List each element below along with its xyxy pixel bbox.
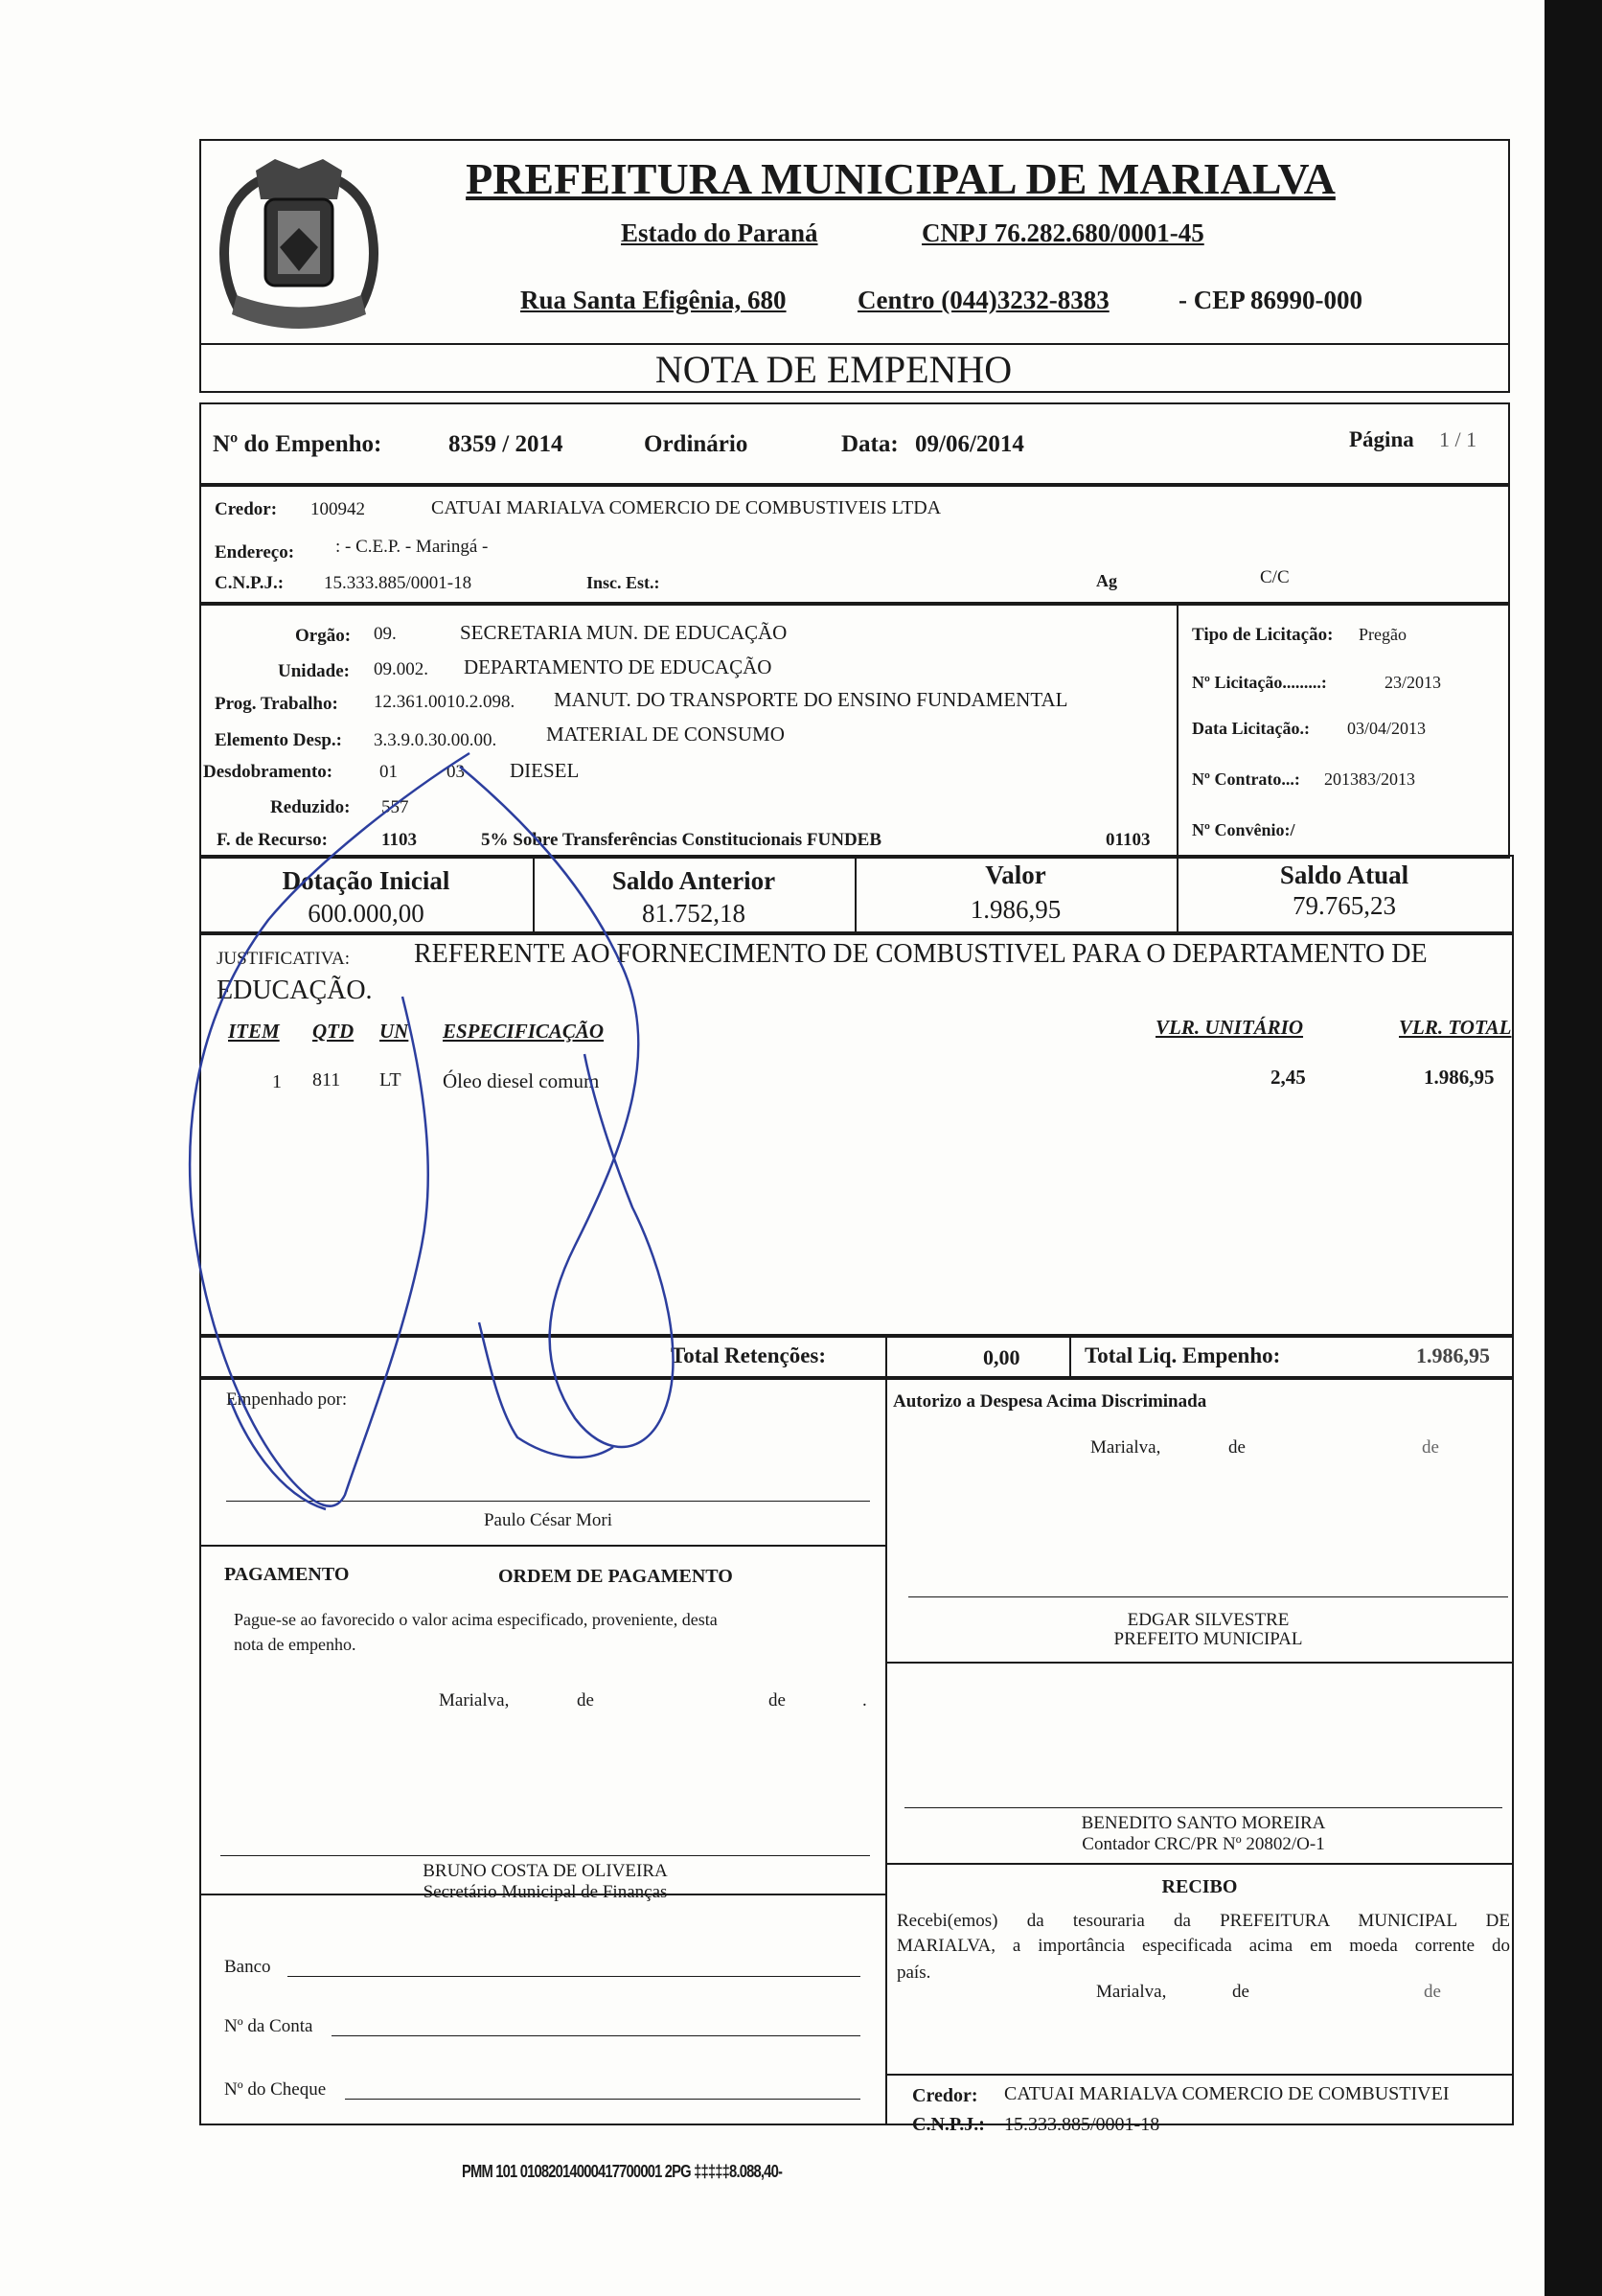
recibo-credor-cnpj: 15.333.885/0001-18 — [1004, 2114, 1160, 2135]
credor-cnpj: 15.333.885/0001-18 — [324, 573, 472, 593]
empenhado-name: Paulo César Mori — [483, 1510, 613, 1530]
state-label: Estado do Paraná — [621, 218, 818, 247]
retencoes-value: 0,00 — [983, 1345, 1020, 1369]
contador-name: BENEDITO SANTO MOREIRA — [1081, 1813, 1326, 1833]
cep-label: - CEP 86990-000 — [1179, 286, 1362, 314]
justificativa-text: REFERENTE AO FORNECIMENTO DE COMBUSTIVEL PARA O DEPARTAMENTO DE — [414, 939, 1428, 969]
contador-title: Contador CRC/PR Nº 20802/O-1 — [1082, 1834, 1325, 1854]
document-title: NOTA DE EMPENHO — [654, 348, 1013, 391]
prog-name: MANUT. DO TRANSPORTE DO ENSINO FUNDAMENTAL — [554, 688, 1068, 711]
cnpj-label: CNPJ 76.282.680/0001-45 — [922, 218, 1204, 247]
justificativa-text-2: EDUCAÇÃO. — [217, 976, 373, 1005]
valor-value: 1.986,95 — [970, 895, 1062, 924]
page-label: Página — [1349, 427, 1414, 451]
recibo-credor-name: CATUAI MARIALVA COMERCIO DE COMBUSTIVEI — [1004, 2083, 1450, 2104]
empenho-number-label: Nº do Empenho: — [213, 431, 382, 457]
dotacao-value: 600.000,00 — [308, 899, 424, 928]
date-label: Data: — [841, 431, 899, 457]
empenho-type: Ordinário — [644, 431, 748, 457]
barcode-text: PMM 101 01082014000417700001 2PG ‡‡‡‡‡8.088,40- — [462, 2162, 783, 2181]
empenho-date: 09/06/2014 — [915, 431, 1024, 457]
empenho-number: 8359 / 2014 — [448, 431, 563, 457]
page-number: 1 / 1 — [1439, 427, 1477, 451]
address-label: Rua Santa Efigênia, 680 — [520, 286, 787, 314]
prefeito-title: PREFEITO MUNICIPAL — [1113, 1629, 1303, 1649]
saldo-atual-value: 79.765,23 — [1293, 891, 1396, 920]
desdobramento-name: DIESEL — [510, 759, 580, 782]
saldo-anterior-value: 81.752,18 — [642, 899, 745, 928]
phone-label: Centro (044)3232-8383 — [858, 286, 1110, 314]
elemento-name: MATERIAL DE CONSUMO — [546, 723, 785, 746]
secretario-title: Secretário Municipal de Finanças — [423, 1882, 668, 1902]
fonte-name: 5% Sobre Transferências Constitucionais FUNDEB — [481, 830, 882, 850]
secretario-name: BRUNO COSTA DE OLIVEIRA — [423, 1861, 668, 1881]
municipality-title: PREFEITURA MUNICIPAL DE MARIALVA — [466, 154, 1336, 203]
unidade-name: DEPARTAMENTO DE EDUCAÇÃO — [464, 655, 772, 678]
credor-name: CATUAI MARIALVA COMERCIO DE COMBUSTIVEIS LTDA — [431, 497, 942, 518]
prefeito-name: EDGAR SILVESTRE — [1127, 1610, 1290, 1630]
orgao-name: SECRETARIA MUN. DE EDUCAÇÃO — [460, 621, 788, 644]
credor-code: 100942 — [310, 499, 365, 519]
credor-address: : - C.E.P. - Maringá - — [335, 537, 489, 557]
liquido-value: 1.986,95 — [1416, 1343, 1490, 1367]
